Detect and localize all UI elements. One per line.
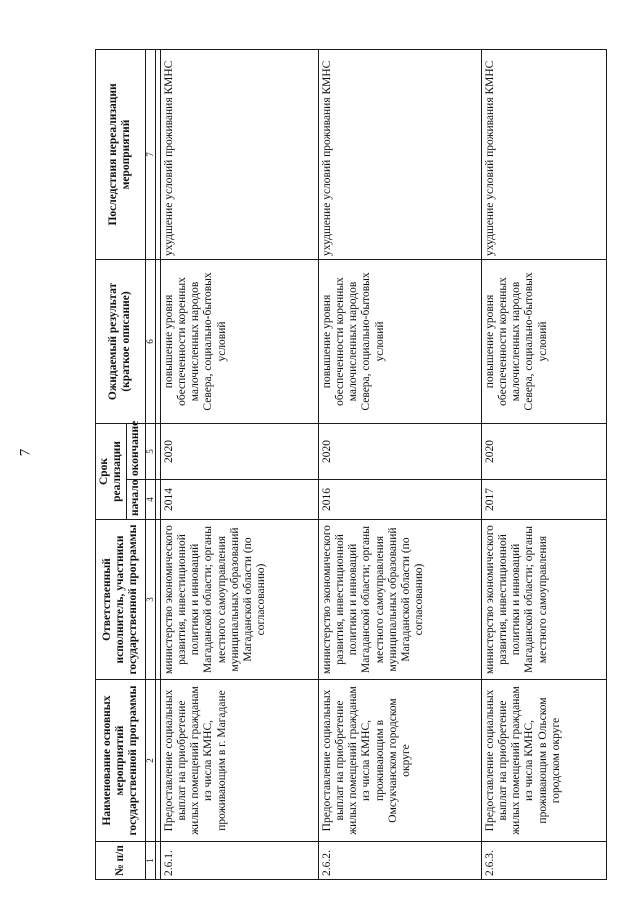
colnum-5: 5: [145, 423, 155, 479]
colnum-2: 2: [145, 680, 155, 842]
header-executor: Ответственный исполнитель, участники государственной программы: [96, 520, 146, 680]
row-name: Предоставление социальных выплат на приобретение жилых помещений гражданам из числа КМНС, проживающим в г. Магадане: [160, 680, 318, 842]
colnum-1: 1: [145, 842, 155, 880]
column-numbers-row: [145, 49, 155, 879]
measures-table: [95, 49, 607, 880]
colnum-3: 3: [145, 520, 155, 680]
row-num: 2.6.3.: [481, 842, 606, 880]
row-result: повышение уровня обеспеченности коренных малочисленных народов Севера, социально-бытовых условий: [318, 259, 481, 423]
header-name: Наименование основных мероприятий государственной программы: [96, 680, 146, 842]
header-num: № п/п: [96, 842, 146, 880]
row-end: 2020: [318, 423, 481, 479]
row-start: 2017: [481, 480, 606, 520]
row-consequence: ухудшение условий проживания КМНС: [318, 49, 481, 259]
page-number: 7: [17, 448, 34, 457]
row-consequence: ухудшение условий проживания КМНС: [481, 49, 606, 259]
header-period: Срок реализации: [96, 423, 127, 519]
table-row: [318, 49, 481, 879]
row-result: повышение уровня обеспеченности коренных малочисленных народов Севера, социально-бытовых условий: [160, 259, 318, 423]
colnum-6: 6: [145, 259, 155, 423]
row-consequence: ухудшение условий проживания КМНС: [160, 49, 318, 259]
header-end: окончание: [127, 423, 145, 479]
header-start: начало: [127, 480, 145, 520]
table-row: [160, 49, 318, 879]
row-result: повышение уровня обеспеченности коренных малочисленных народов Севера, социально-бытовых условий: [481, 259, 606, 423]
row-executor: министерство экономического развития, инвестиционной политики и инноваций Магаданской области; органы местного самоуправления: [481, 520, 606, 680]
colnum-7: 7: [145, 49, 155, 259]
row-end: 2020: [160, 423, 318, 479]
rotated-table-container: [95, 50, 625, 880]
row-start: 2014: [160, 480, 318, 520]
row-executor: министерство экономического развития, инвестиционной политики и инноваций Магаданской области; органы местного самоуправления муниципальных образований Магаданской области (по согласованию): [160, 520, 318, 680]
row-start: 2016: [318, 480, 481, 520]
row-num: 2.6.1.: [160, 842, 318, 880]
row-num: 2.6.2.: [318, 842, 481, 880]
header-consequence: Последствия нереализации мероприятий: [96, 49, 146, 259]
row-end: 2020: [481, 423, 606, 479]
header-result: Ожидаемый результат (краткое описание): [96, 259, 146, 423]
row-executor: министерство экономического развития, инвестиционной политики и инноваций Магаданской области; органы местного самоуправления муниципальных образований Магаданской области (по согласованию): [318, 520, 481, 680]
header-row-1: [96, 49, 127, 879]
table-row: [481, 49, 606, 879]
row-name: Предоставление социальных выплат на приобретение жилых помещений гражданам из числа КМНС, проживающим в Омсукчанском городском округе: [318, 680, 481, 842]
colnum-4: 4: [145, 480, 155, 520]
row-name: Предоставление социальных выплат на приобретение жилых помещений гражданам из числа КМНС, проживающим в Ольском городском округе: [481, 680, 606, 842]
